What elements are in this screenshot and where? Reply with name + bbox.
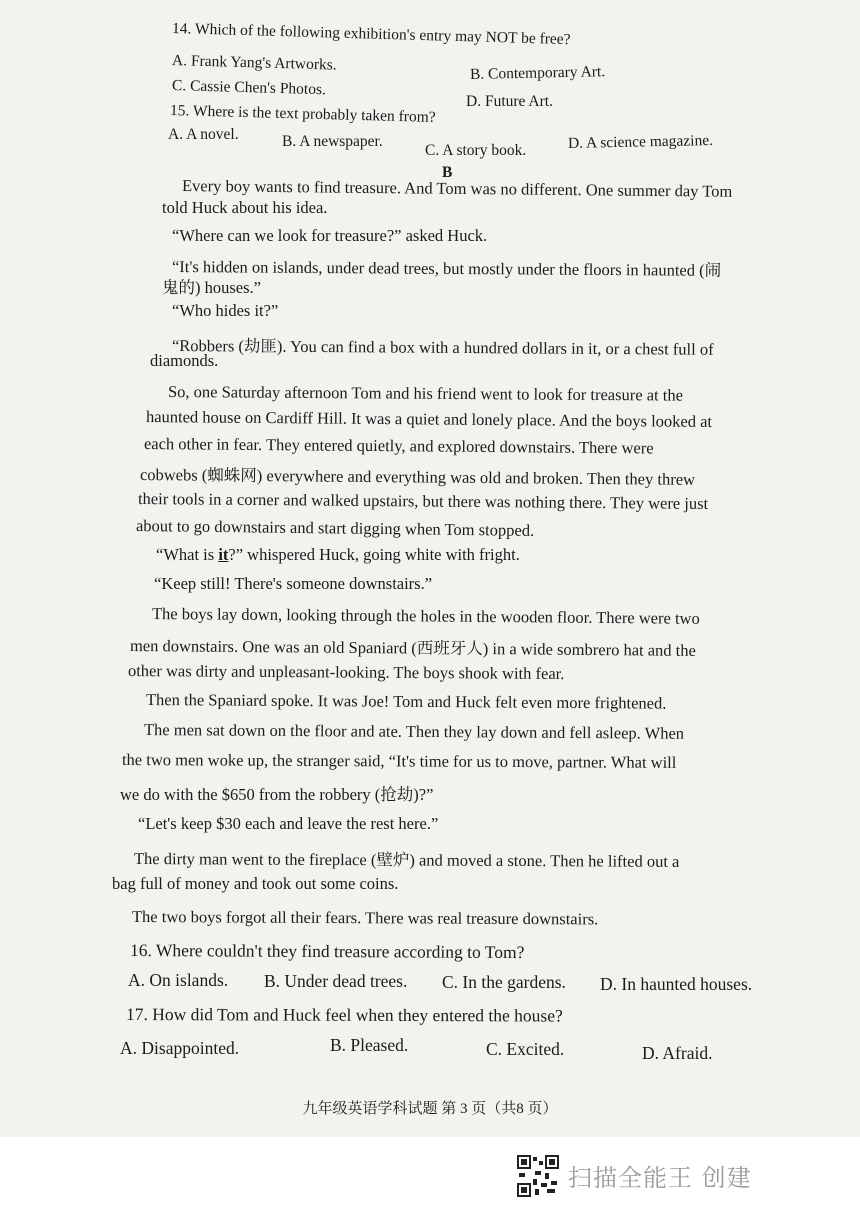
story-line: diamonds.	[150, 351, 219, 370]
q15-option-c: C. A story book.	[425, 142, 527, 159]
story-line: So, one Saturday afternoon Tom and his friend went to look for treasure at the	[167, 382, 684, 405]
story-line: told Huck about his idea.	[162, 198, 328, 217]
story-line: The two boys forgot all their fears. There was real treasure downstairs.	[131, 907, 599, 929]
story-line: “Who hides it?”	[172, 301, 279, 320]
story-line: their tools in a corner and walked upstairs, but there was nothing there. They were just	[137, 489, 709, 513]
question-15: 15. Where is the text probably taken from?	[169, 102, 436, 126]
question-17: 17. How did Tom and Huck feel when they entered the house?	[125, 1004, 563, 1026]
story-line: “Keep still! There's someone downstairs.”	[154, 574, 433, 593]
q14-option-c: C. Cassie Chen's Photos.	[171, 77, 327, 99]
q17-option-a: A. Disappointed.	[120, 1038, 240, 1058]
q17-option-c: C. Excited.	[486, 1039, 565, 1059]
story-line: 鬼的) houses.”	[162, 278, 261, 297]
story-line: The men sat down on the floor and ate. Then they lay down and fell asleep. When	[143, 720, 685, 743]
page-footer: 九年级英语学科试题 第 3 页（共8 页）	[302, 1101, 558, 1117]
story-line: about to go downstairs and start digging when Tom stopped.	[135, 516, 535, 540]
q16-option-a: A. On islands.	[128, 970, 229, 990]
story-line: other was dirty and unpleasant-looking. The boys shook with fear.	[127, 661, 565, 684]
scanner-watermark: 扫描全能王 创建	[568, 1164, 752, 1192]
story-line: “Where can we look for treasure?” asked Huck.	[172, 226, 488, 245]
story-line: “Robbers (劫匪). You can find a box with a hundred dollars in it, or a chest full of	[171, 336, 714, 359]
question-16: 16. Where couldn't they find treasure according to Tom?	[129, 940, 525, 963]
question-14: 14. Which of the following exhibition's entry may NOT be free?	[171, 20, 571, 49]
q15-option-d: D. A science magazine.	[567, 131, 714, 152]
story-line: each other in fear. They entered quietly, and explored downstairs. There were	[143, 434, 654, 458]
story-line: The dirty man went to the fireplace (壁炉) and moved a stone. Then he lifted out a	[133, 849, 680, 871]
q16-option-d: D. In haunted houses.	[600, 974, 753, 994]
underlined-word: it	[218, 545, 229, 564]
story-line: “Let's keep $30 each and leave the rest here.”	[138, 814, 439, 833]
q17-option-b: B. Pleased.	[330, 1035, 409, 1055]
q15-option-a: A. A novel.	[168, 126, 239, 143]
story-line: men downstairs. One was an old Spaniard (西班牙人) in a wide sombrero hat and the	[129, 636, 696, 660]
story-line: “It's hidden on islands, under dead trees, but mostly under the floors in haunted (闹	[171, 257, 722, 280]
q15-option-b: B. A newspaper.	[282, 133, 383, 150]
story-line: “What is it?” whispered Huck, going white with fright.	[156, 545, 520, 564]
q14-option-a: A. Frank Yang's Artworks.	[171, 52, 337, 74]
q17-option-d: D. Afraid.	[642, 1043, 713, 1063]
q16-option-b: B. Under dead trees.	[264, 971, 408, 991]
qr-code-icon	[517, 1155, 559, 1197]
q14-option-d: D. Future Art.	[466, 93, 553, 110]
story-line: we do with the $650 from the robbery (抢劫)?”	[120, 785, 434, 804]
story-line: The boys lay down, looking through the holes in the wooden floor. There were two	[151, 604, 700, 628]
section-heading: B	[442, 164, 453, 181]
story-line: Then the Spaniard spoke. It was Joe! Tom and Huck felt even more frightened.	[145, 690, 667, 713]
q14-option-b: B. Contemporary Art.	[469, 63, 606, 83]
story-line: bag full of money and took out some coins.	[112, 874, 399, 893]
bleed-through-text	[590, 300, 594, 316]
story-line: Every boy wants to find treasure. And Tom was no different. One summer day Tom	[181, 176, 733, 201]
story-line: cobwebs (蜘蛛网) everywhere and everything was old and broken. Then they threw	[139, 465, 696, 489]
story-line: haunted house on Cardiff Hill. It was a quiet and lonely place. And the boys looked at	[145, 407, 713, 431]
q16-option-c: C. In the gardens.	[442, 972, 566, 992]
story-line: the two men woke up, the stranger said, “It's time for us to move, partner. What will	[121, 750, 677, 772]
